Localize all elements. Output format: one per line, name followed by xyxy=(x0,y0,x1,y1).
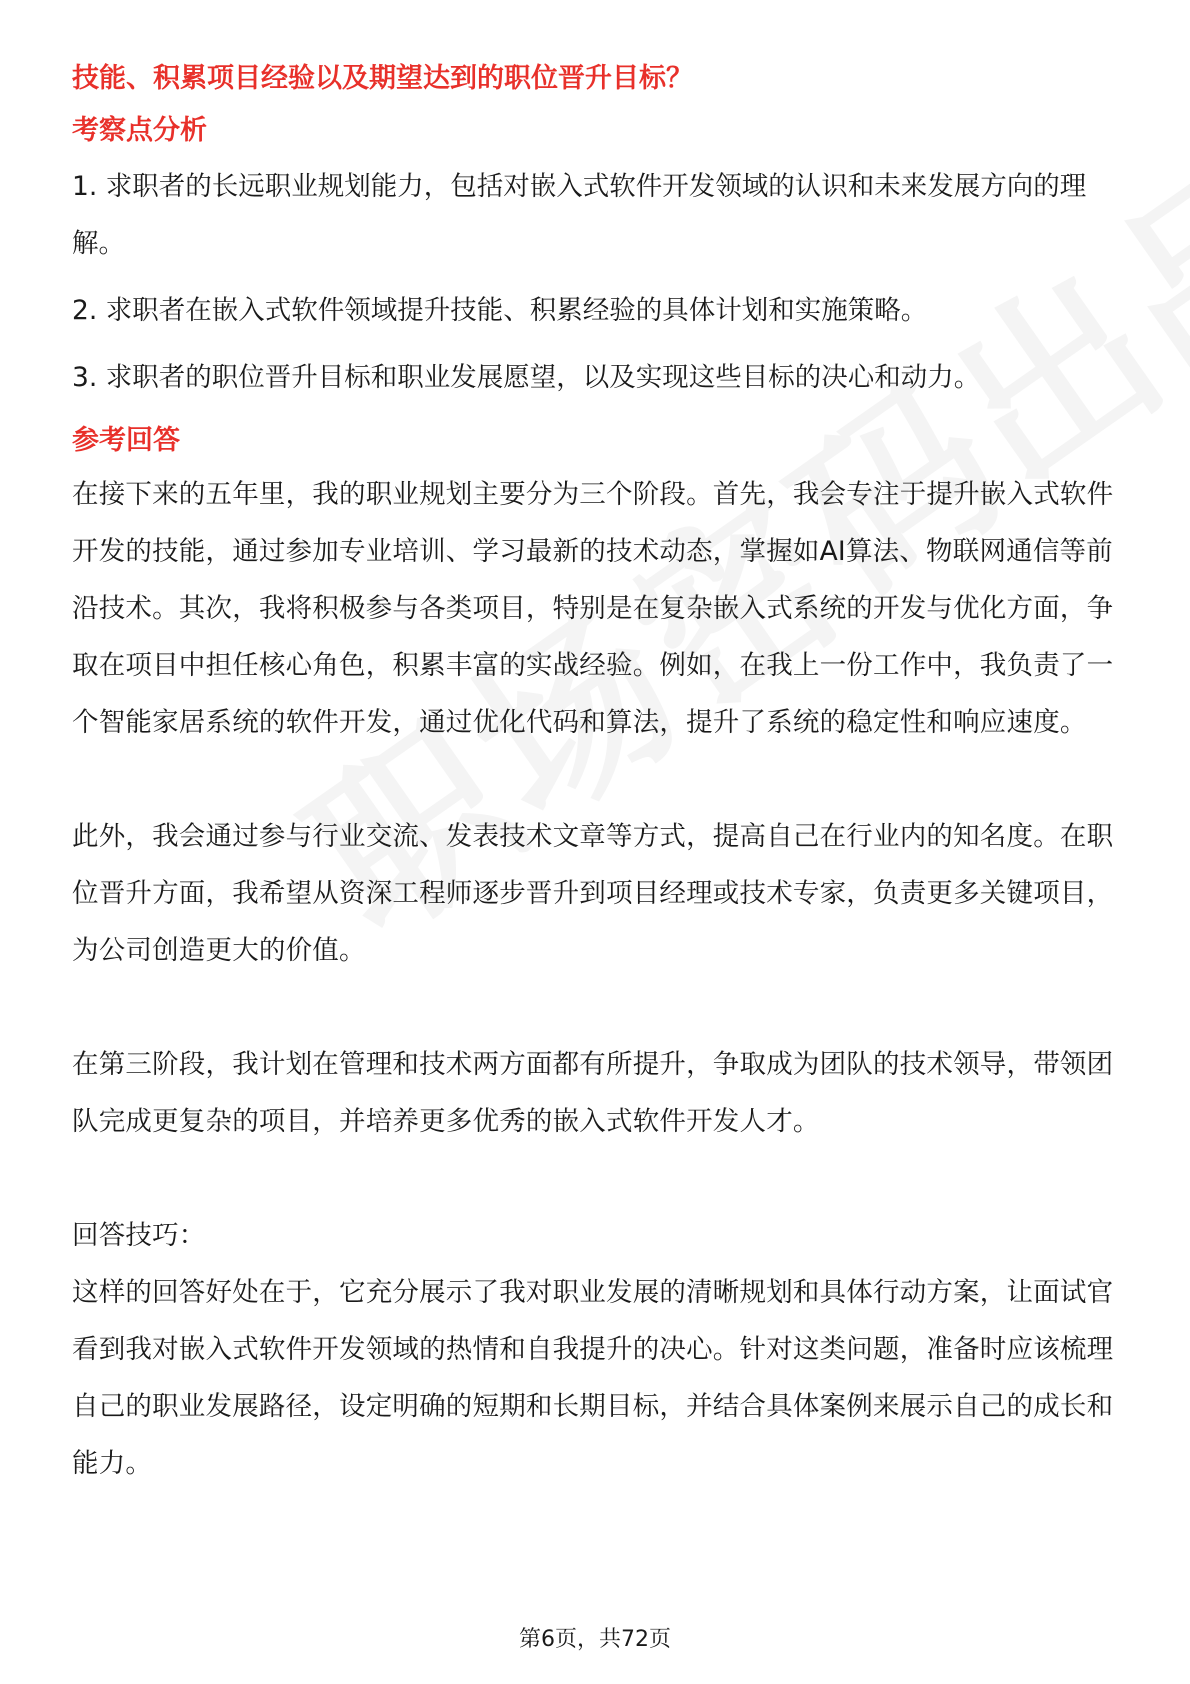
answer-title: 参考回答 xyxy=(72,425,180,456)
analysis-title: 考察点分析 xyxy=(72,115,207,146)
spacer xyxy=(72,751,1118,808)
analysis-item: 2. 求职者在嵌入式软件领域提升技能、积累经验的具体计划和实施策略。 xyxy=(72,295,928,326)
analysis-item: 3. 求职者的职位晋升目标和职业发展愿望，以及实现这些目标的决心和动力。 xyxy=(72,362,981,393)
analysis-list xyxy=(72,158,1118,406)
spacer xyxy=(72,272,1118,282)
answer-paragraph: 在接下来的五年里，我的职业规划主要分为三个阶段。首先，我会专注于提升嵌入式软件开发的技能，通过参加专业培训、学习最新的技术动态，掌握如AI算法、物联网通信等前沿技术。其次，我将积极参与各类项目，特别是在复杂嵌入式系统的开发与优化方面，争取在项目中担任核心角色，积累丰富的实战经验。例如，在我上一份工作中，我负责了一个智能家居系统的软件开发，通过优化代码和算法，提升了系统的稳定性和响应速度。 xyxy=(72,479,1114,738)
tips-title: 回答技巧： xyxy=(72,1220,206,1251)
spacer xyxy=(72,1150,1118,1207)
tips-paragraph: 这样的回答好处在于，它充分展示了我对职业发展的清晰规划和具体行动方案，让面试官看到我对嵌入式软件开发领域的热情和自我提升的决心。针对这类问题，准备时应该梳理自己的职业发展路径，设定明确的短期和长期目标，并结合具体案例来展示自己的成长和能力。 xyxy=(72,1277,1114,1479)
spacer xyxy=(72,339,1118,349)
analysis-item: 1. 求职者的长远职业规划能力，包括对嵌入式软件开发领域的认识和未来发展方向的理解。 xyxy=(72,171,1087,259)
answer-paragraph: 此外，我会通过参与行业交流、发表技术文章等方式，提高自己在行业内的知名度。在职位晋升方面，我希望从资深工程师逐步晋升到项目经理或技术专家，负责更多关键项目，为公司创造更大的价值。 xyxy=(72,821,1114,966)
spacer xyxy=(72,979,1118,1036)
page-number: 第6页，共72页 xyxy=(519,1627,671,1652)
answer-paragraph: 在第三阶段，我计划在管理和技术两方面都有所提升，争取成为团队的技术领导，带领团队完成更复杂的项目，并培养更多优秀的嵌入式软件开发人才。 xyxy=(72,1049,1114,1137)
question-heading: 技能、积累项目经验以及期望达到的职位晋升目标？ xyxy=(72,63,693,94)
document-content xyxy=(72,58,1118,1492)
